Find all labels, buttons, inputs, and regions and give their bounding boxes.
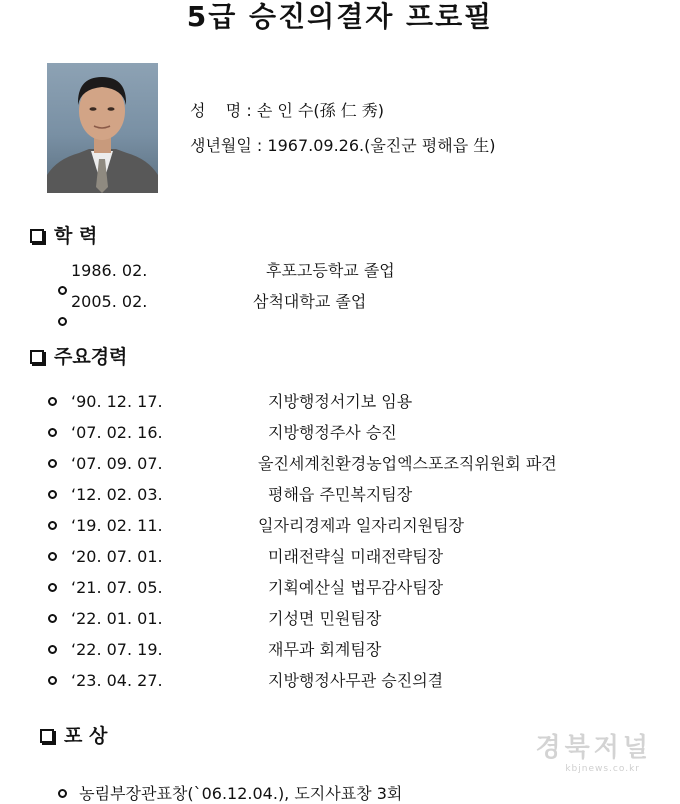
item-date: ‘07. 02. 16. bbox=[71, 423, 163, 442]
awards-heading bbox=[40, 724, 107, 748]
item-desc: 기획예산실 법무감사팀장 bbox=[268, 578, 444, 597]
watermark: 경북저널 bbox=[535, 733, 652, 763]
checkbox-square-icon bbox=[30, 229, 44, 243]
list-item bbox=[48, 454, 648, 474]
name-line bbox=[190, 101, 384, 121]
item-date: 1986. 02. bbox=[71, 261, 148, 280]
awards-heading-label: 포 상 bbox=[64, 725, 108, 747]
career-heading bbox=[30, 345, 127, 369]
item-date: ‘21. 07. 05. bbox=[71, 578, 163, 597]
birth-value: 1967.09.26.(울진군 평해읍 生) bbox=[267, 136, 496, 155]
item-date: ‘22. 07. 19. bbox=[71, 640, 163, 659]
list-item bbox=[48, 292, 648, 312]
watermark-sub: kbjnews.co.kr bbox=[565, 764, 640, 774]
item-desc: 기성면 민원팀장 bbox=[268, 609, 382, 628]
item-date: 2005. 02. bbox=[71, 292, 148, 311]
item-desc: 일자리경제과 일자리지원팀장 bbox=[258, 516, 465, 535]
checkbox-square-icon bbox=[40, 729, 54, 743]
page-title: 5급 승진의결자 프로필 bbox=[186, 0, 494, 33]
item-date: ‘90. 12. 17. bbox=[71, 392, 163, 411]
bullet-circle-icon bbox=[48, 583, 57, 592]
item-desc: 재무과 회계팀장 bbox=[268, 640, 382, 659]
item-desc: 지방행정사무관 승진의결 bbox=[268, 671, 444, 690]
name-label: 성 명 : bbox=[190, 101, 252, 120]
bullet-circle-icon bbox=[48, 676, 57, 685]
education-heading-label: 학 력 bbox=[54, 225, 98, 247]
item-desc: 후포고등학교 졸업 bbox=[266, 261, 395, 280]
item-desc: 지방행정서기보 임용 bbox=[268, 392, 413, 411]
bullet-circle-icon bbox=[48, 397, 57, 406]
bullet-circle-icon bbox=[48, 428, 57, 437]
item-date: ‘19. 02. 11. bbox=[71, 516, 163, 535]
name-value: 손 인 수(孫 仁 秀) bbox=[256, 101, 385, 120]
item-desc: 삼척대학교 졸업 bbox=[253, 292, 367, 311]
list-item bbox=[48, 764, 608, 803]
list-item bbox=[48, 392, 648, 412]
birth-line bbox=[190, 136, 496, 156]
bullet-circle-icon bbox=[48, 552, 57, 561]
award-text: 농림부장관표창(`06.12.04.), 도지사표창 3회 bbox=[79, 784, 403, 803]
bullet-circle-icon bbox=[48, 521, 57, 530]
item-date: ‘07. 09. 07. bbox=[71, 454, 163, 473]
list-item bbox=[48, 671, 648, 691]
career-heading-label: 주요경력 bbox=[54, 346, 128, 368]
item-desc: 울진세계친환경농업엑스포조직위원회 파견 bbox=[258, 454, 557, 473]
item-desc: 지방행정주사 승진 bbox=[268, 423, 397, 442]
item-desc: 평해읍 주민복지팀장 bbox=[268, 485, 413, 504]
birth-label: 생년월일 : bbox=[190, 136, 263, 155]
list-item bbox=[48, 423, 648, 443]
bullet-circle-icon bbox=[48, 459, 57, 468]
list-item bbox=[48, 485, 648, 505]
bullet-circle-icon bbox=[48, 490, 57, 499]
item-date: ‘12. 02. 03. bbox=[71, 485, 163, 504]
bullet-circle-icon bbox=[58, 317, 67, 326]
list-item bbox=[48, 609, 648, 629]
item-date: ‘23. 04. 27. bbox=[71, 671, 163, 690]
list-item bbox=[48, 261, 648, 281]
bullet-circle-icon bbox=[58, 789, 67, 798]
item-date: ‘20. 07. 01. bbox=[71, 547, 163, 566]
education-heading bbox=[30, 224, 97, 248]
list-item bbox=[48, 640, 648, 660]
list-item bbox=[48, 578, 648, 598]
item-desc: 미래전략실 미래전략팀장 bbox=[268, 547, 444, 566]
bullet-circle-icon bbox=[48, 614, 57, 623]
list-item bbox=[48, 547, 648, 567]
bullet-circle-icon bbox=[48, 645, 57, 654]
checkbox-square-icon bbox=[30, 350, 44, 364]
profile-photo bbox=[47, 63, 158, 193]
list-item bbox=[48, 516, 648, 536]
item-date: ‘22. 01. 01. bbox=[71, 609, 163, 628]
